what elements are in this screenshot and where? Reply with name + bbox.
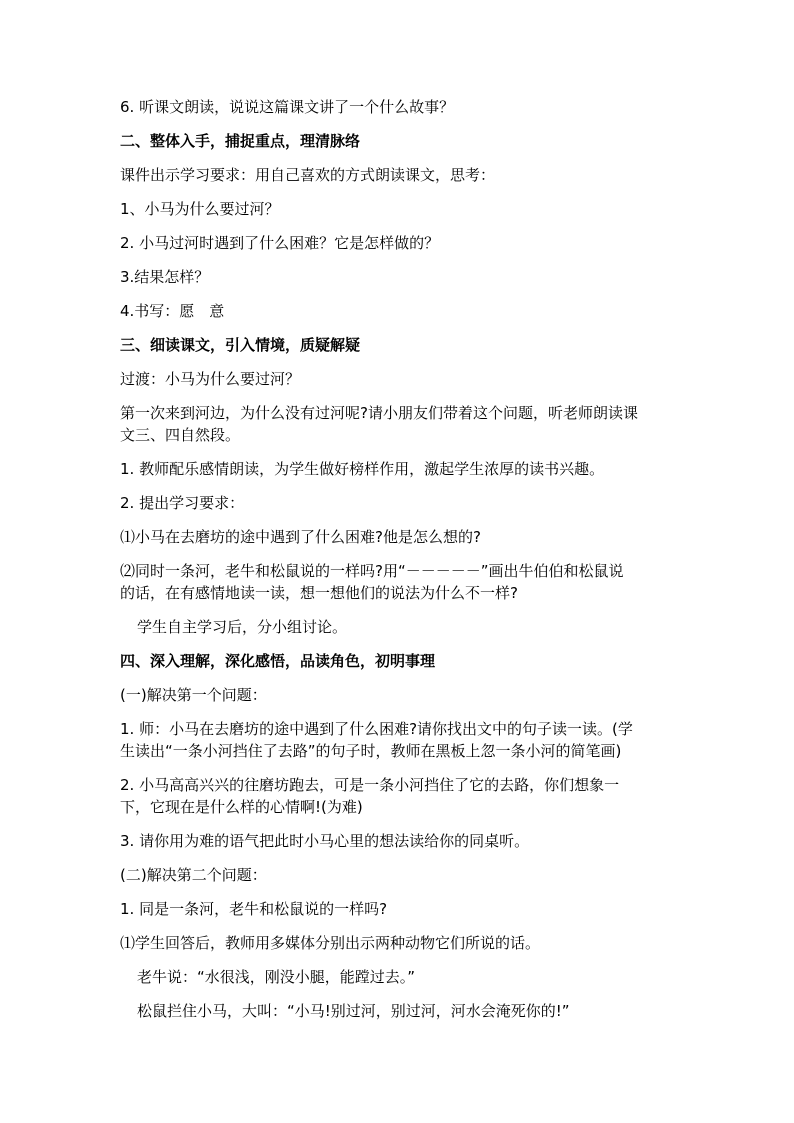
paragraph-line: 1. 师：小马在去磨坊的途中遇到了什么困难?请你找出文中的句子读一读。(学	[120, 720, 633, 738]
section-heading-3: 三、细读课文，引入情境，质疑解疑	[120, 336, 361, 354]
quote-line: 老牛说：“水很浅，刚没小腿，能蹚过去。”	[137, 968, 416, 986]
list-item-1: 1、小马为什么要过河？	[120, 200, 280, 218]
list-item: ⑴学生回答后，教师用多媒体分别出示两种动物它们所说的话。	[120, 934, 541, 952]
subsection-heading: (二)解决第二个问题：	[120, 866, 267, 884]
quote-line: 松鼠拦住小马，大叫：“小马!别过河，别过河，河水会淹死你的!”	[137, 1002, 570, 1020]
list-item: 2. 提出学习要求：	[120, 494, 245, 512]
list-item: 3. 请你用为难的语气把此时小马心里的想法读给你的同桌听。	[120, 832, 530, 850]
list-item-2: 2. 小马过河时遇到了什么困难？它是怎样做的？	[120, 234, 440, 252]
paragraph-line: 文三、四自然段。	[120, 426, 241, 444]
paragraph-indented: 学生自主学习后，分小组讨论。	[137, 618, 348, 636]
subsection-heading: (一)解决第一个问题：	[120, 686, 267, 704]
paragraph-line: ⑵同时一条河，老牛和松鼠说的一样吗?用“－－－－－”画出牛伯伯和松鼠说	[120, 562, 624, 580]
paragraph-line: 2. 小马高高兴兴的往磨坊跑去，可是一条小河挡住了它的去路，你们想象一	[120, 776, 620, 794]
list-item: 1. 教师配乐感情朗读，为学生做好榜样作用，激起学生浓厚的读书兴趣。	[120, 460, 605, 478]
list-item: 1. 同是一条河，老牛和松鼠说的一样吗?	[120, 900, 388, 918]
paragraph-line: 下，它现在是什么样的心情啊!(为难)	[120, 798, 363, 816]
paragraph-line: 生读出“一条小河挡住了去路”的句子时，教师在黑板上忽一条小河的简笔画)	[120, 742, 622, 760]
list-item: ⑴小马在去磨坊的途中遇到了什么困难?他是怎么想的?	[120, 528, 481, 546]
section-heading-2: 二、整体入手，捕捉重点，理清脉络	[120, 132, 361, 150]
list-item-4: 4.书写：愿 意	[120, 302, 225, 320]
paragraph-line: 的话，在有感情地读一读，想一想他们的说法为什么不一样?	[120, 584, 518, 602]
section-heading-4: 四、深入理解，深化感悟，品读角色，初明事理	[120, 652, 436, 670]
list-item-3: 3.结果怎样？	[120, 268, 210, 286]
paragraph-q6: 6. 听课文朗读，说说这篇课文讲了一个什么故事？	[120, 98, 455, 116]
paragraph-transition: 过渡：小马为什么要过河？	[120, 370, 301, 388]
paragraph-line: 第一次来到河边，为什么没有过河呢?请小朋友们带着这个问题，听老师朗读课	[120, 404, 638, 422]
paragraph-requirement: 课件出示学习要求：用自己喜欢的方式朗读课文，思考：	[120, 166, 496, 184]
